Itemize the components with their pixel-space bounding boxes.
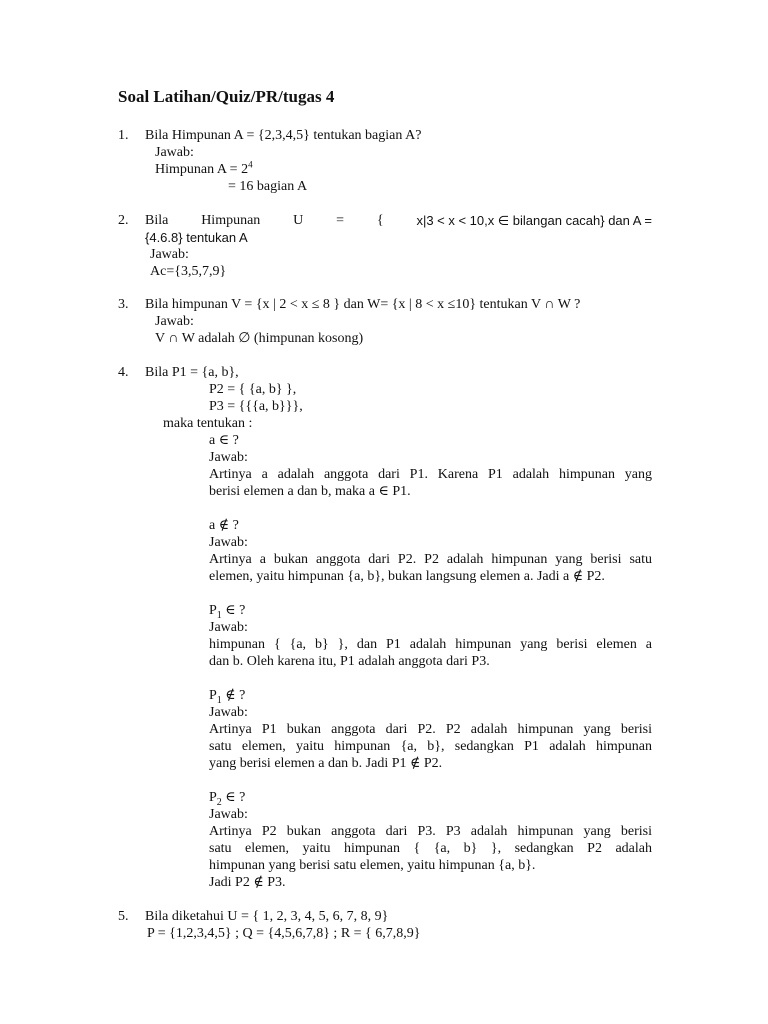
- question-number: 1.: [118, 128, 129, 143]
- question-text: Bila Himpunan A = {2,3,4,5} tentukan bagian A?: [145, 128, 422, 143]
- instruction-text: maka tentukan :: [163, 416, 253, 431]
- set-definition-p3: P3 = {{{a, b}}},: [209, 399, 303, 414]
- subquestion-label: a ∉ ?: [209, 518, 239, 533]
- answer-line: Artinya P1 bukan anggota dari P2. P2 adalah himpunan yang berisi: [209, 722, 652, 737]
- answer-line: Artinya a adalah anggota dari P1. Karena P1 adalah himpunan yang: [209, 467, 652, 482]
- question-text: Bila Himpunan U = { x|3 < x < 10,x ∈ bilangan cacah} dan A =: [145, 213, 652, 228]
- answer-line: satu elemen, yaitu himpunan {a, b}, sedangkan P1 adalah himpunan: [209, 739, 652, 754]
- question-number: 2.: [118, 213, 129, 228]
- question-text: Bila himpunan V = {x | 2 < x ≤ 8 } dan W= {x | 8 < x ≤10} tentukan V ∩ W ?: [145, 297, 581, 312]
- set-definition-p2: P2 = { {a, b} },: [209, 382, 297, 397]
- jawab-label: Jawab:: [209, 535, 248, 550]
- jawab-label: Jawab:: [209, 807, 248, 822]
- answer-line: elemen, yaitu himpunan {a, b}, bukan langsung elemen a. Jadi a ∉ P2.: [209, 569, 605, 584]
- question-number: 4.: [118, 365, 129, 380]
- jawab-label: Jawab:: [209, 705, 248, 720]
- subquestion-label: $P_1$ ∉ ?: [209, 688, 246, 706]
- answer-line: Himpunan $A = 2^4$: [155, 159, 253, 177]
- answer-line: dan b. Oleh karena itu, P1 adalah anggota dari P3.: [209, 654, 490, 669]
- question-number: 5.: [118, 909, 129, 924]
- answer-line: Jadi P2 ∉ P3.: [209, 875, 286, 890]
- jawab-label: Jawab:: [150, 247, 189, 262]
- answer-line: satu elemen, yaitu himpunan { {a, b} }, sedangkan P2 adalah: [209, 841, 652, 856]
- question-text-cont: P = {1,2,3,4,5} ; Q = {4,5,6,7,8} ; R = { 6,7,8,9}: [147, 926, 421, 941]
- answer-line: yang berisi elemen a dan b. Jadi P1 ∉ P2.: [209, 756, 443, 771]
- subquestion-label: $P_1$ ∈ ?: [209, 603, 246, 621]
- answer-line: himpunan yang berisi satu elemen, yaitu himpunan {a, b}.: [209, 858, 536, 873]
- set-definition-p1: Bila P1 = {a, b},: [145, 365, 239, 380]
- answer-line: Artinya P2 bukan anggota dari P3. P3 adalah himpunan yang berisi: [209, 824, 652, 839]
- answer-line: V ∩ W adalah ∅ (himpunan kosong): [155, 331, 364, 346]
- page-title: Soal Latihan/Quiz/PR/tugas 4: [118, 87, 335, 106]
- answer-line: Artinya a bukan anggota dari P2. P2 adalah himpunan yang berisi satu: [209, 552, 652, 567]
- question-text: Bila diketahui U = { 1, 2, 3, 4, 5, 6, 7, 8, 9}: [145, 909, 389, 924]
- answer-line: berisi elemen a dan b, maka a ∈ P1.: [209, 484, 411, 499]
- answer-line: = 16 bagian A: [228, 179, 308, 194]
- question-text-cont: {4.6.8} tentukan A: [145, 230, 248, 245]
- question-number: 3.: [118, 297, 129, 312]
- answer-line: Ac={3,5,7,9}: [150, 264, 227, 279]
- subquestion-label: a ∈ ?: [209, 433, 239, 448]
- subquestion-label: $P_2$ ∈ ?: [209, 790, 246, 808]
- jawab-label: Jawab:: [209, 450, 248, 465]
- jawab-label: Jawab:: [209, 620, 248, 635]
- answer-line: himpunan { {a, b} }, dan P1 adalah himpunan yang berisi elemen a: [209, 637, 652, 652]
- jawab-label: Jawab:: [155, 145, 194, 160]
- jawab-label: Jawab:: [155, 314, 194, 329]
